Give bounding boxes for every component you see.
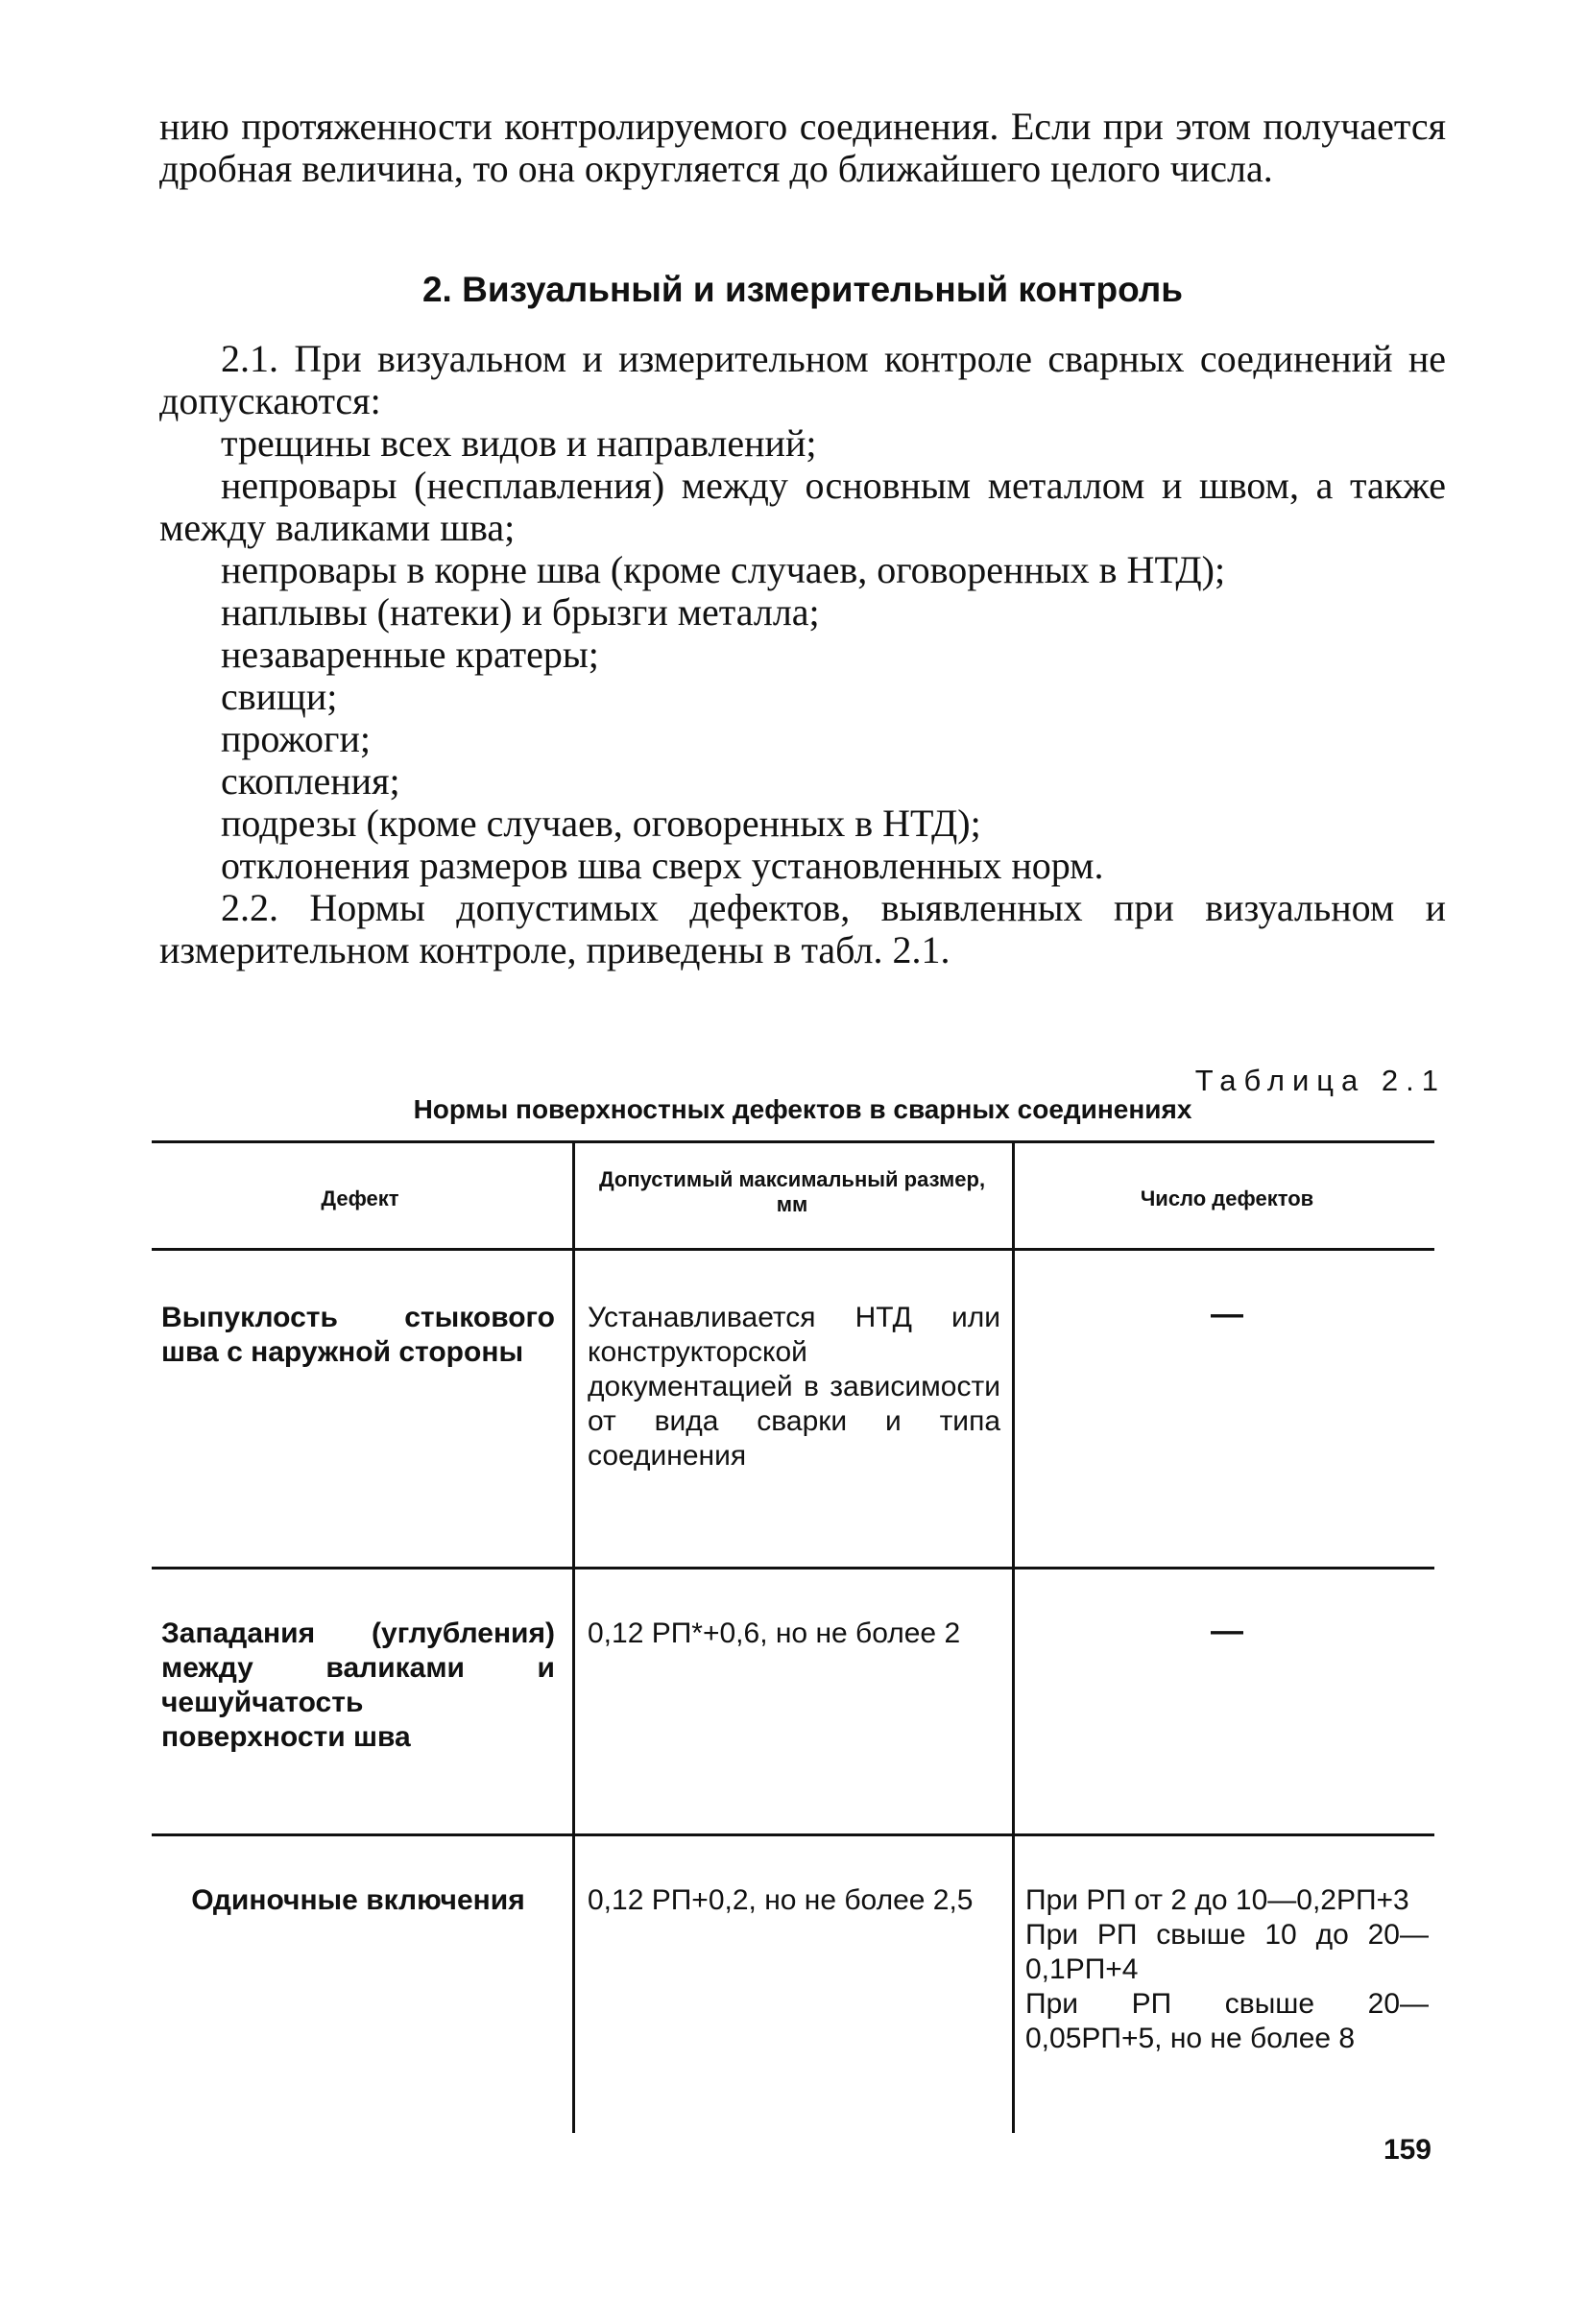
table-top-rule [152, 1140, 1434, 1143]
table-cell-defect: Одиночные включения [191, 1884, 525, 1916]
list-item: отклонения размеров шва сверх установленных норм. [221, 844, 1104, 887]
intro-text: нию протяженности контролируемого соединения. Если при этом получается дробная величина, то она округляется до ближайшего целого числа. [159, 105, 1446, 190]
list-item: незаваренные кратеры; [221, 633, 599, 676]
paragraph-2-1: 2.1. При визуальном и измерительном контроле сварных соединений не допускаются: [159, 337, 1446, 422]
table-cell-count: — [1211, 1613, 1243, 1649]
intro-paragraph [159, 106, 1446, 190]
section-heading: 2. Визуальный и измерительный контроль [421, 270, 1184, 309]
list-item: прожоги; [221, 717, 371, 760]
table-header-rule [152, 1248, 1434, 1251]
page-number: 159 [1383, 2134, 1432, 2166]
table-cell-defect: Западания (углубления) между валиками и чешуйчатость поверхности шва [161, 1617, 555, 1753]
table-row-rule [152, 1833, 1434, 1836]
count-line: При РП свыше 10 до 20—0,1РП+4 [1025, 1919, 1429, 1985]
table-label: Таблица 2.1 [1194, 1064, 1446, 1097]
count-line: При РП свыше 20—0,05РП+5, но не более 8 [1025, 1988, 1429, 2054]
table-row-rule [152, 1567, 1434, 1569]
table-column-rule [572, 1142, 575, 2133]
table-title: Нормы поверхностных дефектов в сварных соединениях [413, 1094, 1192, 1124]
list-item: подрезы (кроме случаев, оговоренных в НТД); [221, 802, 981, 845]
list-item: непровары (несплавления) между основным металлом и швом, а также между валиками шва; [159, 464, 1446, 549]
table-cell-size: 0,12 РП+0,2, но не более 2,5 [588, 1884, 974, 1916]
paragraph-2-2: 2.2. Нормы допустимых дефектов, выявленных при визуальном и измерительном контроле, приведены в табл. 2.1. [159, 886, 1446, 971]
table-cell-count: — [1211, 1296, 1243, 1332]
table-header-defect: Дефект [321, 1186, 399, 1210]
section-body [159, 338, 1446, 971]
list-item: непровары в корне шва (кроме случаев, оговоренных в НТД); [221, 548, 1226, 591]
table-cell-count [1025, 1883, 1429, 2056]
list-item: скопления; [221, 759, 400, 803]
list-item: трещины всех видов и направлений; [221, 421, 817, 465]
table-cell-size: Устанавливается НТД или конструкторской документацией в зависимости от вида сварки и типа соединения [588, 1302, 1000, 1472]
table-header-count: Число дефектов [1140, 1186, 1314, 1210]
list-item: наплывы (натеки) и брызги металла; [221, 590, 820, 634]
table-header-size: Допустимый максимальный размер, мм [598, 1167, 986, 1216]
table-cell-defect: Выпуклость стыкового шва с наружной стороны [161, 1302, 555, 1368]
table-column-rule [1012, 1142, 1015, 2133]
count-line: При РП от 2 до 10—0,2РП+3 [1025, 1884, 1409, 1916]
list-item: свищи; [221, 675, 338, 718]
table-cell-size: 0,12 РП*+0,6, но не более 2 [588, 1617, 961, 1649]
